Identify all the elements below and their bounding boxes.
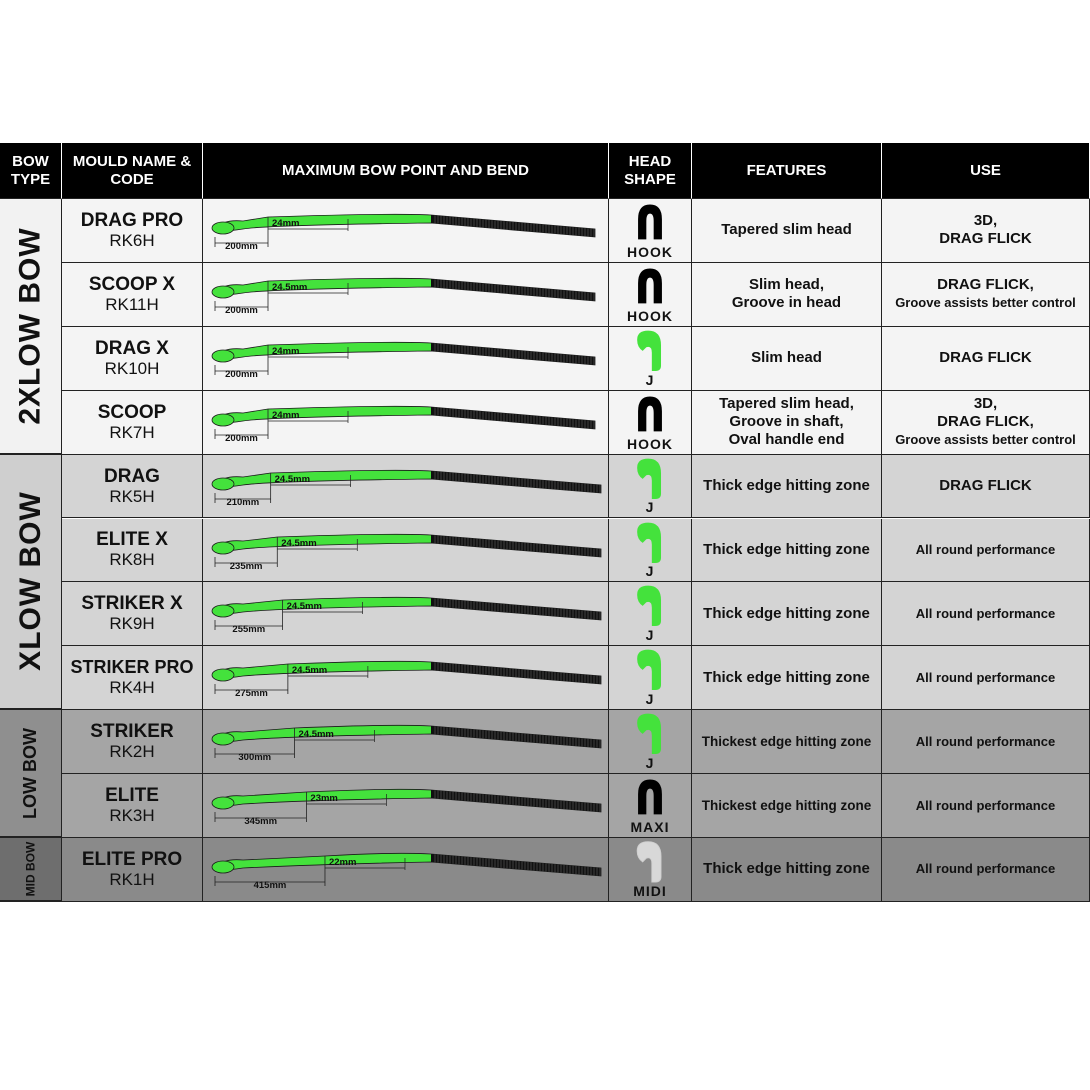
stick-head [212, 222, 234, 234]
bend-label: 23mm [310, 793, 338, 805]
head-shape-label: J [645, 371, 655, 388]
mould-cell [62, 710, 203, 774]
use-cell [882, 582, 1090, 646]
bow-type-label: 2XLOW BOW [13, 227, 47, 425]
stick-head [212, 542, 234, 554]
use-line: 3D, [973, 395, 998, 413]
header-label: HEAD SHAPE [624, 152, 676, 188]
midi-head-icon [628, 838, 672, 884]
use-cell [882, 199, 1090, 263]
mould-name: ELITE [105, 785, 159, 807]
head-shape-glyph [638, 268, 662, 303]
bow-point-label: 275mm [235, 688, 268, 700]
feature-line: Tapered slim head, [719, 395, 854, 413]
bow-point-label: 200mm [225, 432, 258, 444]
mould-name: DRAG [104, 465, 160, 487]
bow-diagram-cell [203, 263, 609, 327]
head-shape-glyph [637, 650, 661, 690]
use-line: DRAG FLICK [939, 230, 1032, 248]
bend-label: 24mm [272, 218, 300, 229]
mould-cell [62, 582, 203, 646]
feature-line: Thickest edge hitting zone [701, 733, 872, 749]
stick-diagram [203, 710, 609, 774]
header-head-shape [609, 143, 692, 199]
head-shape-label: MIDI [633, 882, 667, 899]
stick-diagram [203, 327, 609, 391]
hook-head-icon [628, 391, 672, 437]
bow-type-group [0, 838, 62, 902]
hook-head-icon [628, 263, 672, 309]
stick-head [212, 286, 234, 298]
use-cell [882, 455, 1090, 519]
bow-diagram-cell [203, 646, 609, 710]
bow-type-group [0, 199, 62, 455]
mould-name: ELITE X [96, 529, 168, 551]
features-cell [692, 838, 882, 902]
header-features [692, 143, 882, 199]
stick-head [212, 733, 234, 745]
bend-label: 24.5mm [281, 537, 317, 549]
bow-point-label: 415mm [253, 880, 287, 891]
head-shape-glyph [637, 842, 661, 882]
mould-name: DRAG PRO [80, 209, 184, 231]
stick-diagram [203, 199, 609, 263]
j-head-icon [628, 710, 672, 756]
j-head-icon [628, 455, 672, 501]
hockey-stick-bow-chart [0, 143, 1090, 902]
mould-cell [62, 838, 203, 902]
mould-code: RK10H [104, 358, 160, 378]
mould-cell [62, 774, 203, 838]
stick-head [212, 478, 234, 490]
header-label: MOULD NAME & CODE [72, 152, 192, 188]
head-shape-glyph [638, 396, 662, 431]
bow-diagram-cell [203, 391, 609, 455]
features-cell [692, 455, 882, 519]
feature-line: Thick edge hitting zone [703, 540, 870, 558]
features-cell [692, 263, 882, 327]
use-line: DRAG FLICK [939, 349, 1032, 367]
header-bow-type [0, 143, 62, 199]
j-head-icon [628, 582, 672, 628]
feature-line: Slim head, [748, 276, 825, 294]
j-head-icon [628, 327, 672, 373]
use-line: Groove assists better control [895, 432, 1076, 448]
head-shape-cell [609, 774, 692, 838]
stick-head [212, 861, 234, 873]
head-shape-glyph [638, 205, 662, 240]
header-mould-name [62, 143, 203, 199]
features-cell [692, 646, 882, 710]
head-shape-glyph [637, 714, 661, 754]
stick-diagram [203, 582, 609, 646]
j-head-icon [628, 646, 672, 692]
use-cell [882, 838, 1090, 902]
use-line: Groove assists better control [895, 295, 1076, 311]
mould-name: STRIKER X [81, 593, 183, 615]
j-head-icon [628, 519, 672, 565]
head-shape-label: J [645, 499, 655, 516]
head-shape-cell [609, 199, 692, 263]
bow-diagram-cell [203, 519, 609, 583]
mould-code: RK5H [109, 486, 155, 506]
header-label: FEATURES [746, 161, 827, 179]
mould-name: SCOOP [97, 401, 167, 423]
maxi-head-icon [628, 774, 672, 820]
bend-label: 24.5mm [286, 601, 322, 613]
bow-point-label: 345mm [244, 816, 278, 828]
head-shape-label: J [645, 691, 655, 708]
use-cell [882, 774, 1090, 838]
head-shape-cell [609, 582, 692, 646]
mould-cell [62, 199, 203, 263]
stick-head [212, 350, 234, 362]
mould-cell [62, 327, 203, 391]
mould-code: RK6H [109, 230, 155, 250]
bow-diagram-cell [203, 774, 609, 838]
use-line: All round performance [915, 733, 1056, 749]
bow-diagram-cell [203, 327, 609, 391]
bend-label: 24.5mm [298, 729, 334, 741]
stick-head [212, 414, 234, 426]
stick-head [212, 605, 234, 617]
use-cell [882, 646, 1090, 710]
bow-diagram-cell [203, 710, 609, 774]
bow-diagram-cell [203, 199, 609, 263]
use-cell [882, 263, 1090, 327]
header-label: USE [970, 161, 1001, 179]
bend-label: 24.5mm [272, 281, 308, 293]
bow-point-label: 200mm [225, 368, 258, 380]
use-line: 3D, [973, 212, 998, 230]
bow-diagram-cell [203, 455, 609, 519]
stick-head [212, 669, 234, 681]
features-cell [692, 391, 882, 455]
stick-diagram [203, 263, 609, 327]
mould-name: STRIKER [90, 721, 174, 743]
feature-line: Groove in head [731, 294, 842, 312]
bow-diagram-cell [203, 582, 609, 646]
head-shape-glyph [637, 522, 661, 562]
feature-line: Thickest edge hitting zone [701, 797, 872, 813]
head-shape-cell [609, 710, 692, 774]
mould-cell [62, 519, 203, 583]
features-cell [692, 519, 882, 583]
bend-label: 24mm [272, 409, 300, 421]
head-shape-label: J [645, 563, 655, 580]
mould-cell [62, 391, 203, 455]
features-cell [692, 774, 882, 838]
use-line: DRAG FLICK [939, 477, 1032, 495]
mould-name: STRIKER PRO [70, 657, 194, 678]
use-cell [882, 710, 1090, 774]
head-shape-cell [609, 327, 692, 391]
head-shape-cell [609, 455, 692, 519]
mould-cell [62, 455, 203, 519]
mould-name: SCOOP X [88, 273, 176, 295]
mould-code: RK1H [109, 869, 155, 889]
stick-head [212, 797, 234, 809]
header-label: BOW TYPE [10, 152, 51, 188]
head-shape-glyph [638, 780, 662, 815]
bend-label: 24mm [272, 345, 300, 357]
head-shape-glyph [637, 586, 661, 626]
use-cell [882, 327, 1090, 391]
mould-cell [62, 263, 203, 327]
header-label: MAXIMUM BOW POINT AND BEND [282, 161, 529, 179]
bow-point-label: 210mm [226, 496, 260, 508]
bow-point-label: 200mm [225, 304, 258, 316]
bend-label: 22mm [328, 857, 357, 868]
use-line: All round performance [915, 541, 1056, 557]
feature-line: Oval handle end [728, 431, 845, 449]
feature-line: Tapered slim head [721, 221, 852, 239]
header-bow-point [203, 143, 609, 199]
mould-code: RK8H [109, 550, 155, 570]
stick-diagram [203, 455, 609, 519]
head-shape-cell [609, 519, 692, 583]
mould-code: RK7H [109, 422, 155, 442]
stick-diagram [203, 774, 609, 838]
feature-line: Thick edge hitting zone [703, 860, 870, 878]
bow-point-label: 300mm [238, 752, 272, 764]
use-line: All round performance [915, 669, 1056, 685]
bow-point-label: 200mm [225, 241, 258, 252]
features-cell [692, 582, 882, 646]
feature-line: Thick edge hitting zone [703, 604, 870, 622]
head-shape-glyph [637, 330, 661, 370]
mould-code: RK3H [109, 806, 155, 826]
use-cell [882, 391, 1090, 455]
header-use [882, 143, 1090, 199]
head-shape-cell [609, 391, 692, 455]
head-shape-cell [609, 646, 692, 710]
hook-head-icon [628, 199, 672, 245]
head-shape-label: MAXI [630, 818, 670, 835]
head-shape-label: HOOK [627, 243, 673, 260]
features-cell [692, 199, 882, 263]
use-line: DRAG FLICK, [937, 276, 1034, 294]
bow-type-group [0, 710, 62, 838]
feature-line: Groove in shaft, [729, 413, 844, 431]
mould-code: RK2H [109, 742, 155, 762]
stick-diagram [203, 838, 609, 902]
stick-diagram [203, 646, 609, 710]
head-shape-label: HOOK [627, 307, 673, 324]
feature-line: Thick edge hitting zone [703, 477, 870, 495]
use-line: All round performance [915, 605, 1056, 621]
use-cell [882, 519, 1090, 583]
bow-type-label: MID BOW [23, 841, 38, 897]
mould-name: DRAG X [95, 337, 169, 359]
stick-diagram [203, 519, 609, 583]
bend-label: 24.5mm [291, 665, 328, 677]
feature-line: Thick edge hitting zone [703, 668, 870, 686]
features-cell [692, 327, 882, 391]
bend-label: 24.5mm [274, 473, 311, 485]
use-line: All round performance [915, 797, 1056, 813]
use-line: All round performance [915, 861, 1056, 877]
head-shape-label: HOOK [627, 435, 673, 452]
head-shape-label: J [645, 755, 655, 772]
bow-point-label: 255mm [232, 624, 266, 636]
features-cell [692, 710, 882, 774]
bow-type-label: XLOW BOW [13, 491, 47, 672]
mould-code: RK9H [109, 614, 155, 634]
bow-diagram-cell [203, 838, 609, 902]
mould-code: RK4H [109, 678, 155, 698]
mould-name: ELITE PRO [81, 848, 183, 870]
stick-diagram [203, 391, 609, 455]
head-shape-cell [609, 838, 692, 902]
feature-line: Slim head [751, 349, 822, 367]
mould-cell [62, 646, 203, 710]
head-shape-label: J [645, 627, 655, 644]
head-shape-glyph [637, 458, 661, 498]
use-line: DRAG FLICK, [937, 413, 1034, 431]
head-shape-cell [609, 263, 692, 327]
bow-point-label: 235mm [229, 560, 263, 572]
bow-type-label: LOW BOW [20, 727, 41, 819]
bow-type-group [0, 455, 62, 711]
mould-code: RK11H [105, 294, 159, 314]
